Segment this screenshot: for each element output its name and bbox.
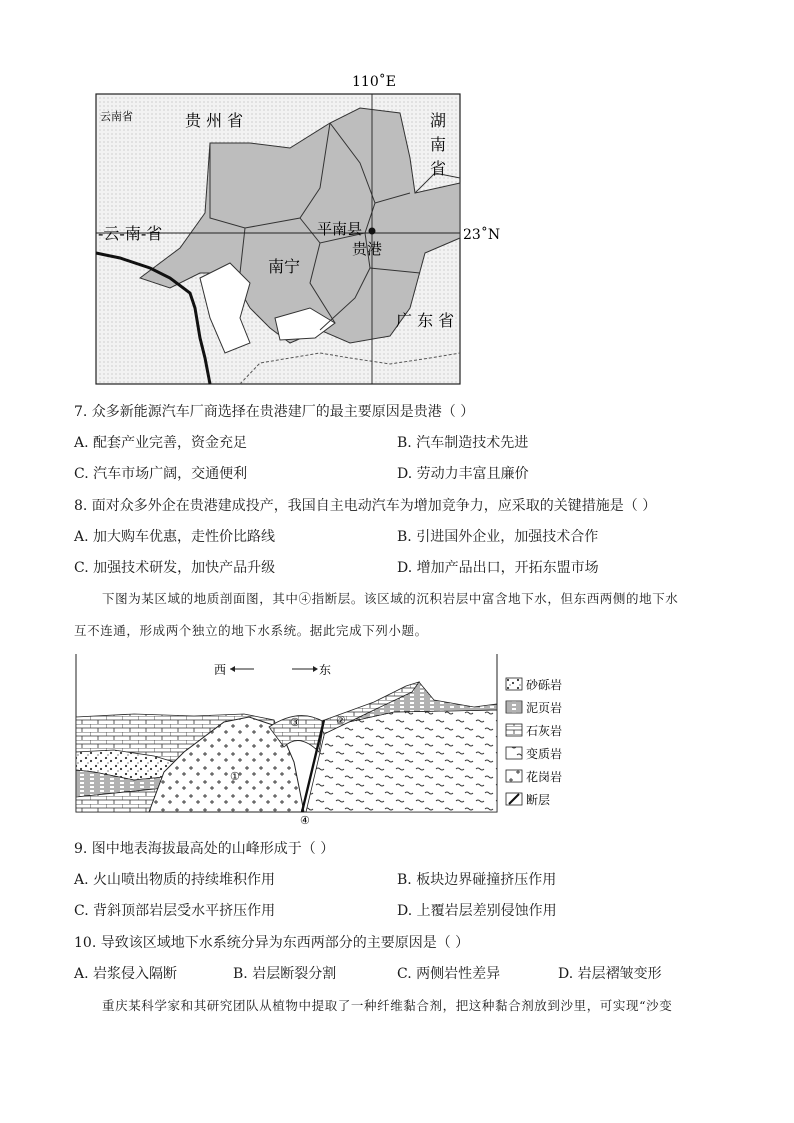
- question-8-option-b[interactable]: B. 引进国外企业，加强技术合作: [397, 529, 599, 545]
- question-8-option-c[interactable]: C. 加强技术研发，加快产品升级: [74, 560, 276, 576]
- question-8-option-a[interactable]: A. 加大购车优惠，走性价比路线: [74, 529, 276, 545]
- last-intro-line: 重庆某科学家和其研究团队从植物中提取了一种纤维黏合剂，把这种黏合剂放到沙里，可实现“沙变: [102, 998, 673, 1013]
- question-10-option-a[interactable]: A. 岩浆侵入隔断: [74, 966, 178, 982]
- marker-1: ①: [230, 770, 240, 783]
- legend-shale: 泥页岩: [526, 701, 563, 715]
- guangdong-label: 广 东 省: [396, 311, 455, 330]
- hunan-label-1: 湖: [430, 111, 447, 130]
- question-9-option-c[interactable]: C. 背斜顶部岩层受水平挤压作用: [74, 903, 276, 919]
- geologic-profile: [74, 652, 594, 827]
- question-8-stem: 8. 面对众多外企在贵港建成投产，我国自主电动汽车为增加竞争力，应采取的关键措施是（ ）: [74, 498, 657, 514]
- lon-label: 110˚E: [352, 74, 396, 90]
- question-9-option-b[interactable]: B. 板块边界碰撞挤压作用: [397, 872, 557, 888]
- question-10-option-d[interactable]: D. 岩层褶皱变形: [558, 966, 662, 982]
- marker-3: ③: [290, 716, 300, 729]
- question-10-stem: 10. 导致该区域地下水系统分异为东西两部分的主要原因是（ ）: [74, 935, 470, 951]
- west-label: 西: [214, 663, 227, 677]
- legend-fault: 断层: [526, 793, 551, 807]
- legend-gravel: 砂砾岩: [526, 678, 563, 692]
- guizhou-label: 贵 州 省: [185, 111, 244, 130]
- question-7-option-b[interactable]: B. 汽车制造技术先进: [397, 435, 529, 451]
- geology-intro-line-2: 互不连通，形成两个独立的地下水系统。据此完成下列小题。: [74, 623, 428, 638]
- question-10-option-c[interactable]: C. 两侧岩性差异: [397, 966, 501, 982]
- guigang-point: [369, 228, 376, 235]
- hunan-label-3: 省: [430, 159, 447, 178]
- hunan-label-2: 南: [430, 135, 447, 154]
- marker-2: ②: [336, 714, 346, 727]
- question-9-option-a[interactable]: A. 火山喷出物质的持续堆积作用: [74, 872, 276, 888]
- geology-intro-line-1: 下图为某区域的地质剖面图，其中④指断层。该区域的沉积岩层中富含地下水，但东西两侧的地下水: [102, 591, 679, 606]
- question-7-option-d[interactable]: D. 劳动力丰富且廉价: [397, 466, 529, 482]
- legend-metamorphic: 变质岩: [526, 747, 563, 761]
- question-7-stem: 7. 众多新能源汽车厂商选择在贵港建厂的最主要原因是贵港（ ）: [74, 404, 475, 420]
- guigang-label: 贵港: [352, 240, 383, 258]
- legend-limestone: 石灰岩: [526, 724, 563, 738]
- marker-4: ④: [300, 814, 310, 827]
- yunnan-top-label: 云南省: [100, 110, 133, 123]
- lat-label: 23˚N: [463, 227, 501, 243]
- yunnan-left-label: -云-南-省: [98, 224, 163, 243]
- pingnan-label: 平南县: [317, 220, 363, 238]
- question-9-stem: 9. 图中地表海拔最高处的山峰形成于（ ）: [74, 841, 335, 857]
- profile-legend: [506, 677, 562, 807]
- east-label: 东: [319, 663, 332, 677]
- question-7-option-c[interactable]: C. 汽车市场广阔，交通便利: [74, 466, 248, 482]
- guangxi-map: [90, 68, 501, 388]
- legend-granite: 花岗岩: [526, 770, 563, 784]
- question-7-option-a[interactable]: A. 配套产业完善，资金充足: [74, 435, 248, 451]
- question-8-option-d[interactable]: D. 增加产品出口，开拓东盟市场: [397, 560, 599, 576]
- question-10-option-b[interactable]: B. 岩层断裂分割: [233, 966, 337, 982]
- question-9-option-d[interactable]: D. 上覆岩层差别侵蚀作用: [397, 903, 557, 919]
- nanning-label: 南宁: [268, 257, 301, 276]
